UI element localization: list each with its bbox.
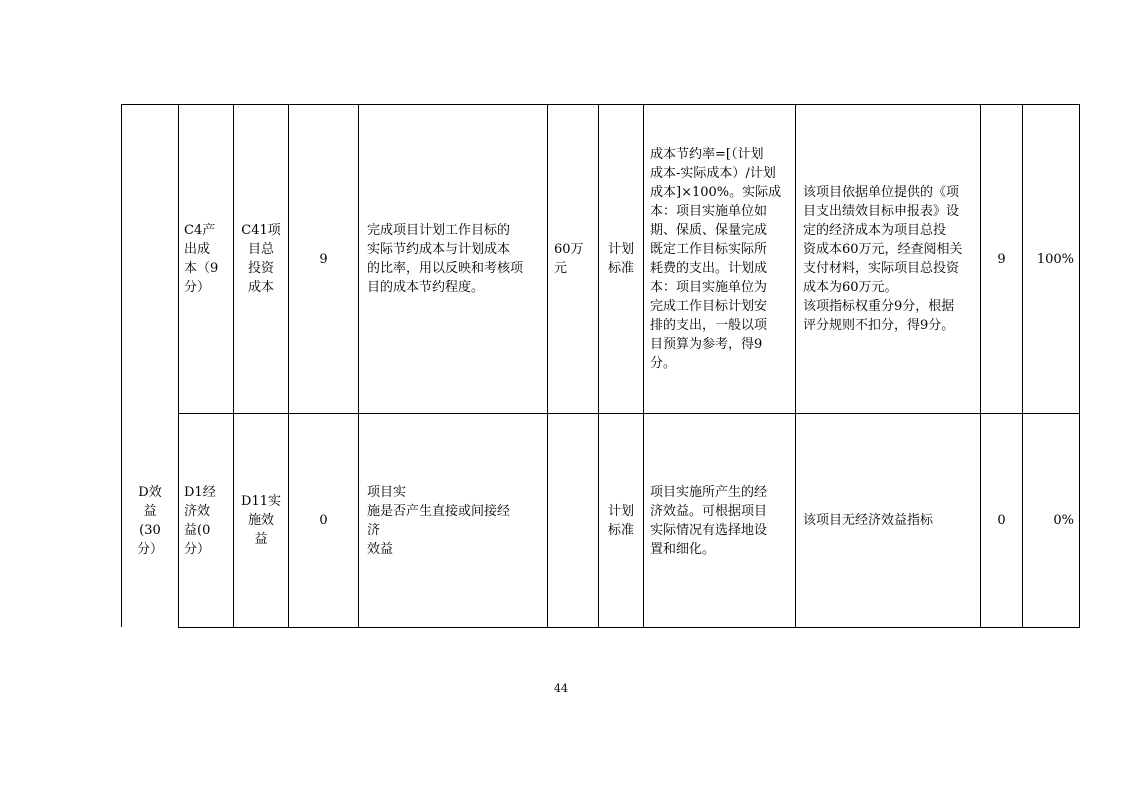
table-divider (795, 104, 796, 628)
table-cell-score: 9 (997, 251, 1006, 267)
table-cell-analysis: 该项目无经济效益指标 (803, 513, 934, 528)
table-divider (643, 104, 644, 628)
table-cell-target (554, 414, 597, 627)
table-cell-scoring-rule: 项目实施所产生的经 济效益。可根据项目 实际情况有选择地设 置和细化。 (650, 484, 768, 557)
table-cell-score: 0 (997, 513, 1006, 528)
page-number: 44 (554, 682, 568, 695)
table-border-bottom (178, 627, 1080, 628)
table-divider (178, 104, 179, 628)
table-cell-secondary-indicator: C4产 出成 本（9 分） (184, 223, 219, 295)
table-cell-weight: 9 (319, 251, 328, 267)
table-cell-score-rate: 0% (1053, 513, 1074, 528)
table-divider (358, 104, 359, 628)
table-cell-score-rate: 100% (1036, 251, 1074, 267)
table-cell-weight: 0 (319, 513, 328, 528)
table-cell-secondary-indicator: D1经 济效 益(0 分） (184, 484, 216, 557)
table-cell-description: 项目实 施是否产生直接或间接经 济 效益 (367, 484, 511, 557)
table-cell-analysis: 该项目依据单位提供的《项 目支出绩效目标申报表》设 定的经济成本为项目总投 资成本60万元，经查阅相关 支付材料，实际项目总投资 成本为60万元。 该项指标权重分9分，根据 评分规则不扣分，得9分。 (803, 185, 963, 333)
table-cell-standard: 计划 标准 (607, 242, 634, 276)
table-cell-category (122, 105, 178, 413)
table-divider (547, 104, 548, 628)
table-cell-indicator: D11实 施效 益 (241, 494, 281, 547)
table-cell-standard: 计划 标准 (607, 503, 634, 538)
table-cell-indicator: C41项 目总 投资 成本 (241, 223, 281, 295)
table-cell-description: 完成项目计划工作目标的 实际节约成本与计划成本 的比率，用以反映和考核项 目的成本节约程度。 (367, 223, 524, 295)
table-cell-category: D效 益 (30 分） (136, 484, 163, 557)
table-cell-scoring-rule: 成本节约率=[（计划 成本-实际成本）/计划 成本]×100%。实际成 本：项目实施单位如 期、保质、保量完成 既定工作目标实际所 耗费的支出。计划成 本：项目实施单位为 完成工作目标计划安 排的支出，一般以项 目预算为参考，得9 分。 (650, 147, 782, 371)
table-cell-target: 60万 元 (554, 242, 584, 276)
table-border-right (1079, 104, 1080, 628)
